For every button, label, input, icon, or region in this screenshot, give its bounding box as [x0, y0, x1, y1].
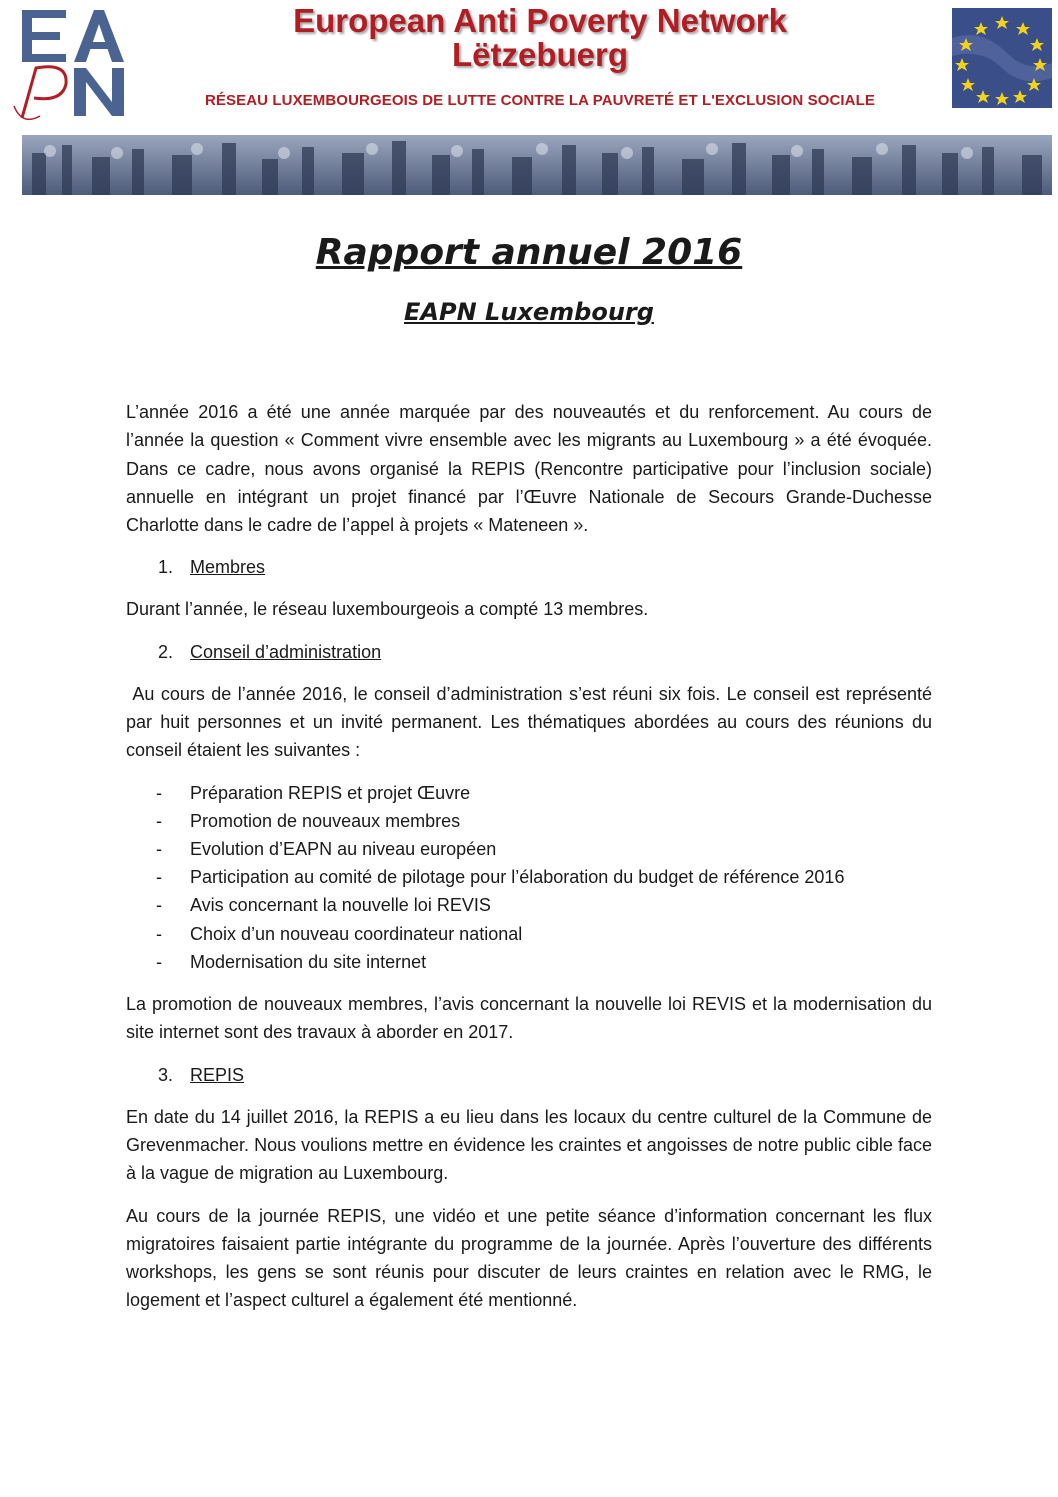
list-item [126, 863, 932, 891]
list-item [126, 948, 932, 976]
eu-flag [952, 8, 1052, 108]
organization-name [150, 4, 930, 72]
organization-name-line1: European Anti Poverty Network [293, 2, 787, 39]
list-item [126, 891, 932, 919]
section-number: 2. [158, 641, 174, 662]
photo-banner-graphic [22, 135, 1052, 195]
conseil-closing-paragraph: La promotion de nouveaux membres, l’avis concernant la nouvelle loi REVIS et la modernisation du site internet sont des travaux à aborder en 2017. [126, 994, 932, 1043]
organization-subtitle: RÉSEAU LUXEMBOURGEOIS DE LUTTE CONTRE LA PAUVRETÉ ET L'EXCLUSION SOCIALE [205, 92, 875, 109]
list-item-text: Promotion de nouveaux membres [190, 810, 461, 831]
document-title: Rapport annuel 2016 [315, 232, 743, 273]
list-item-text: Choix d’un nouveau coordinateur national [190, 923, 523, 944]
section-heading-conseil [126, 638, 932, 666]
section-title: Conseil d’administration [190, 641, 382, 662]
dash-bullet: - [156, 951, 162, 972]
dash-bullet: - [156, 782, 162, 803]
list-item [126, 779, 932, 807]
list-item-text: Modernisation du site internet [190, 951, 427, 972]
intro-paragraph: L’année 2016 a été une année marquée par des nouveautés et du renforcement. Au cours de l’année la question « Comment vivre ensemble avec les migrants au Luxembourg » a été évoquée. Dans ce cadre, nous avons organisé la REPIS (Rencontre participative pour l’inclusion sociale) annuelle en intégrant un projet financé par l’Œuvre Nationale de Secours Grande-Duchesse Charlotte dans le cadre de l’appel à projets « Mateneen ». [126, 402, 932, 536]
list-item [126, 807, 932, 835]
list-item [126, 920, 932, 948]
eapn-logo [8, 6, 130, 124]
dash-bullet: - [156, 895, 162, 916]
photo-banner [22, 135, 1052, 195]
eapn-logo-graphic [8, 6, 130, 124]
dash-bullet: - [156, 867, 162, 888]
dash-bullet: - [156, 923, 162, 944]
repis-paragraph: En date du 14 juillet 2016, la REPIS a eu lieu dans les locaux du centre culturel de la Commune de Grevenmacher. Nous voulions mettre en évidence les craintes et angoisses de notre public cible face à la vague de migration au Luxembourg. [126, 1106, 932, 1184]
list-item [126, 835, 932, 863]
conseil-topics-list [126, 779, 932, 976]
organization-name-line2: Lëtzebuerg [451, 36, 629, 73]
list-item-text: Préparation REPIS et projet Œuvre [190, 782, 471, 803]
section-title: Membres [190, 557, 266, 578]
document-body [126, 398, 938, 1315]
eu-flag-graphic [952, 8, 1052, 108]
dash-bullet: - [156, 839, 162, 860]
repis-paragraph-2: Au cours de la journée REPIS, une vidéo et une petite séance d’information concernant les flux migratoires faisaient partie intégrante du programme de la journée. Après l’ouverture des différents workshops, les gens se sont réunis pour discuter de leurs craintes en relation avec le RMG, le logement et l’aspect culturel a également été mentionné. [126, 1205, 932, 1311]
membres-paragraph: Durant l’année, le réseau luxembourgeois a compté 13 membres. [126, 599, 649, 620]
conseil-paragraph: Au cours de l’année 2016, le conseil d’administration s’est réuni six fois. Le conseil est représenté par huit personnes et un invité permanent. Les thématiques abordées au cours des réunions du conseil étaient les suivantes : [126, 683, 938, 761]
list-item-text: Avis concernant la nouvelle loi REVIS [190, 895, 491, 916]
section-number: 3. [158, 1064, 174, 1085]
list-item-text: Participation au comité de pilotage pour l’élaboration du budget de référence 2016 [190, 867, 845, 888]
section-title: REPIS [190, 1064, 245, 1085]
dash-bullet: - [156, 810, 162, 831]
section-heading-repis [126, 1061, 932, 1089]
document-subtitle: EAPN Luxembourg [404, 298, 654, 326]
list-item-text: Evolution d’EAPN au niveau européen [190, 839, 497, 860]
section-heading-membres [126, 553, 932, 581]
section-number: 1. [158, 557, 174, 578]
